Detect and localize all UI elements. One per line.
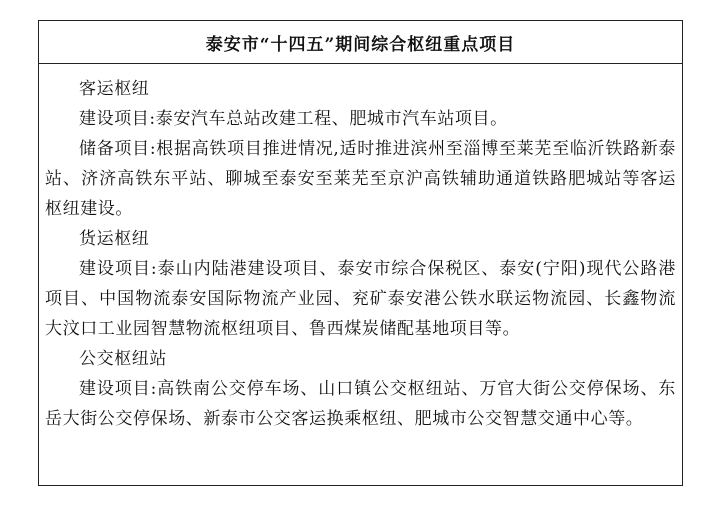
passenger-reserve-paragraph: 储备项目:根据高铁项目推进情况,适时推进滨州至淄博至莱芜至临沂铁路新泰站、济济高铁东平站、聊城至泰安至莱芜至京沪高铁辅助通道铁路肥城站等客运枢纽建设。 xyxy=(45,139,676,219)
table-content xyxy=(39,64,682,434)
section-heading-passenger: 客运枢纽 xyxy=(79,79,150,99)
project-table xyxy=(38,20,683,486)
bus-construction-paragraph: 建设项目:高铁南公交停车场、山口镇公交枢纽站、万官大街公交停保场、东岳大街公交停保场、新泰市公交客运换乘枢纽、肥城市公交智慧交通中心等。 xyxy=(45,379,676,429)
section-heading-bus: 公交枢纽站 xyxy=(79,349,167,369)
passenger-construction-paragraph: 建设项目:泰安汽车总站改建工程、肥城市汽车站项目。 xyxy=(79,109,508,129)
section-heading-freight: 货运枢纽 xyxy=(79,229,150,249)
table-title: 泰安市“十四五”期间综合枢纽重点项目 xyxy=(39,21,682,64)
freight-construction-paragraph: 建设项目:泰山内陆港建设项目、泰安市综合保税区、泰安(宁阳)现代公路港项目、中国物流泰安国际物流产业园、兖矿泰安港公铁水联运物流园、长鑫物流大汶口工业园智慧物流枢纽项目、鲁西煤炭储配基地项目等。 xyxy=(45,259,676,339)
